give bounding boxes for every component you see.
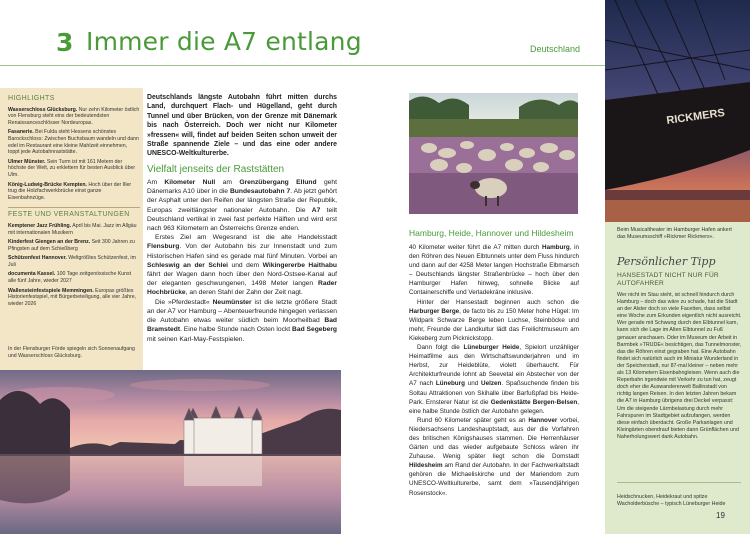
text-run: fährt der Wagen dann hoch über den Nord-Ostsee-Kanal auf der eleganten geschwungenen, 1498 Meter langen (147, 271, 337, 288)
chapter-number: 3 (56, 28, 74, 57)
bold-term: Wikingererbe Haithabu (262, 261, 337, 269)
tip-divider (617, 482, 741, 483)
bold-term: Hildesheim (409, 462, 443, 470)
text-run: , eine halbe Stunde östlich der Autobahn gelegen. (409, 398, 579, 415)
heath-sheep-photo (409, 93, 578, 214)
body-paragraph (147, 178, 337, 233)
sidebar-divider (8, 207, 140, 208)
sidebar-item-text: Nur zehn Kilometer östlich von Flensburg steht eins der bedeutendsten Renaissanceschlösser Nordeuropas. (8, 106, 140, 126)
text-run: Am (147, 179, 165, 187)
text-run: 40 Kilometer weiter führt die A7 mitten durch (409, 244, 543, 251)
sidebar-item-name: Wasserschloss Glücksburg. (8, 106, 78, 113)
page-number: 19 (716, 511, 725, 520)
text-run: Hinter der Hansestadt beginnen auch schon die (417, 298, 579, 306)
bold-term: Schleswig an der Schlei (147, 261, 229, 269)
text-run: und (464, 380, 482, 388)
sidebar-item-name: Ulmer Münster. (8, 158, 46, 165)
text-run: mit seinen Karl-May-Festspielen. (147, 335, 245, 343)
section-heading-2: Hamburg, Heide, Hannover und Hildesheim (409, 228, 574, 238)
header-rule (0, 65, 605, 66)
sidebar-item-text: Seit 300 Jahren zu Pfingsten auf dem Schießberg (8, 239, 135, 252)
bold-term: Harburger Berge (409, 307, 460, 315)
castle-photo (0, 370, 341, 534)
sidebar-list-item (8, 159, 140, 179)
bold-term: Rader Hochbrücke (147, 280, 337, 297)
body-paragraph (147, 233, 337, 297)
tip-body: Wer nicht im Stau steht, ist schnell hindurch durch Hamburg – doch das wäre zu schade, hat die Stadt an der Alster doch so viele Facetten, dass selbst eine Woche zum Erkunden eigentlich nicht ausreicht. Wer gerade mit Schwung durch den Elbtunnel kam, kann sich die Lage im Alten Elbtunnel zu Fuß genauer anschauen. Oder im Museum der Arbeit in Barmbek »TRUDE« besichtigen, das Tunnelmonster, das die Röhren einst gegraben hat. Eine Autobahn findet sich natürlich auch im Miniatur Wunderland in der Speicherstadt, nur 87-mal kleiner – neben mehr als 13 Kilometern Eisenbahngleisen. Wenn auch die Reperbahn irgendwie mit Verkehr zu tun hat, zeugt doch eher die Auswandererwelt Ballinstadt von richtig langen Reisen. In den letzten Jahren bekam die A7 in Hamburg übrigens drei Deckel verpasst: Um die steigende Lärmbelastung durch mehr Fahrspuren im Stadtgebiet aufzufangen, werden diese einfach überdacht. Große Parkanlagen und Kleingärten obendrauf bieten dann Grünflächen und Naherholungswert dank Autobahn. (617, 292, 742, 440)
bold-term: Bundesautobahn 7 (229, 188, 291, 196)
sidebar-item-name: Fasanerie. (8, 129, 34, 136)
bold-term: Hannover (528, 416, 558, 424)
bold-term: Flensburg (147, 243, 180, 251)
body-paragraph (409, 343, 579, 416)
text-run: . Eine halbe Stunde nach Osten lockt (180, 326, 293, 334)
text-run: . Ab jetzt gehört der Asphalt unter den Reifen der längsten Straße der Republik, Europas zweitlängster nationaler Autobahn. Die (147, 188, 337, 214)
sidebar-item-name: documenta Kassel. (8, 271, 56, 278)
tip-heading: HANSESTADT NICHT NUR FÜR AUTOFAHRER (617, 272, 719, 287)
sidebar-item-name: Kinderfest Giengen an der Brenz. (8, 239, 91, 246)
text-run: , in den Röhren des Neuen Elbtunnels unter dem Fluss hindurch und dann auf der 4258 Meter langen Hochstraße Elbmarsch – Deutschlands längster Straßenbrücke – hoch über den Hamburger Hafen hinweg, sohnelle Blicke auf Containerschiffe und Verladekräne inklusive. (409, 244, 579, 297)
text-run: Erstes Ziel am Wegesrand ist die alte Handelsstadt (155, 234, 337, 242)
text-run: , de facto bis zu 150 Meter hohe Hügel: Im Wildpark Schwarze Berge leben Luchse, Steinböcke und mehr, Freunde der Landkultur lädt das Freilichtmuseum am Kiekeberg zum Picknickstopp. (409, 307, 579, 342)
events-heading: FESTE UND VERANSTALTUNGEN (8, 211, 130, 219)
sidebar-item-text: Weltgrößtes Schützenfest, im Juli (8, 255, 136, 268)
highlights-list (8, 107, 140, 202)
sidebar-item-text: 100 Tage zeitgenössische Kunst alle fünf Jahre, wieder 2027 (8, 271, 132, 285)
bold-term: Bad Segeberg (292, 326, 338, 334)
text-run: teilt Deutschland vertikal in zwei fast perfekte Hälften und wird erst nach 963 Kilometern an Österreichs Grenze enden. (147, 206, 337, 233)
text-run: vorbei, Niedersachsens Landeshauptstadt, aus der die Vorfahren des britischen Königshauses stammen. Die Herrenhäuser Gärten und das wieder aufgebaute Schloss wären ihr Zuhause. Wenig später liegt schon die Domstadt (409, 416, 580, 461)
lead-paragraph: Deutschlands längste Autobahn führt mitten durchs Land, durchquert Flach- und Hügelland, geht durch Tunnel und über Brücken, von der Grenze mit Dänemark bis nach Österreich. Doch wer nicht nur Kilometer »fressen« will, findet auf beiden Seiten schon unweit der Straße spannende Ziele – und das eine oder andere UNESCO-Weltkulturerbe. (147, 94, 337, 158)
bold-term: Uelzen (481, 380, 502, 388)
sidebar-list-item (8, 255, 140, 268)
body-paragraph (409, 416, 579, 498)
sidebar-list-item (8, 271, 140, 284)
tip-title: Persönlicher Tipp (617, 255, 716, 268)
sidebar-item-text: Sein Turm ist mit 161 Metern der höchste der Welt, zu erklettern für besten Ausblick über Ulm. (8, 158, 136, 178)
text-run: , Spielort unzähliger Heimatfilme aus den Wirtschaftswunderjahren und im Herbst, zur Heideblüte, violett überhaucht. Für Architekturfreunde lohnt ab Seevetal ein Abstecher von der A7 nach (409, 344, 579, 388)
sidebar-list-item (8, 288, 140, 308)
body-paragraph (409, 243, 579, 298)
sidebar-list-item (8, 129, 140, 155)
text-run: Die »Pferdestadt« (155, 298, 213, 306)
bold-term: Bad Bramstedt (147, 317, 337, 334)
sidebar-item-text: Bei Fulda steht Hessens schönstes Barockschloss: Zwischen Buchsbaum wandeln und dann edel im Restaurant eine kleine Mahlzeit einnehmen, toppt jede Autobahnraststätte. (8, 129, 139, 156)
heath-photo-caption: Heidschnucken, Heidekraut und spitze Wacholderbüsche – typisch Lüneburger Heide (617, 494, 726, 507)
text-run: ist die letzte größere Stadt an der A7 vor Hamburg – Abenteuerfreunde hingegen verlassen die Autobahn etwas weiter südlich beim Moorheilbad (147, 298, 337, 325)
text-run: , an deren Stahl der Zahn der Zeit nagt. (185, 289, 303, 297)
main-column-1 (147, 93, 337, 344)
ship-name-text: RICKMERS (665, 106, 726, 127)
highlights-heading: HIGHLIGHTS (8, 95, 55, 102)
bold-term: Kilometer Null (164, 179, 216, 187)
ship-photo-caption: Beim Musicaltheater im Hamburger Hafen ankert das Museumsschiff »Rickmer Rickmers«. (617, 227, 732, 240)
text-run: am (215, 179, 240, 187)
events-list (8, 223, 140, 308)
bold-term: Gedenkstätte Bergen-Belsen (490, 398, 578, 406)
text-run: und dem (228, 261, 263, 269)
sidebar-list-item (8, 107, 140, 127)
section-heading-1: Vielfalt jenseits der Raststätten (147, 163, 285, 175)
bold-term: A7 (311, 206, 321, 214)
text-run: am Rand der Autobahn. In der Fachwerkaltstadt gehören die Michaeliskirche und der Mariendom zum UNESCO-Weltkulturerbe, samt dem »Tausendjährigen Rosenstock«. (409, 462, 579, 497)
sidebar-item-name: Wallensteinfestspiele Memmingen. (8, 287, 94, 294)
sidebar-item-text: Europas größtes Historienfestspiel, mit Bürgerbeteiligung, alle vier Jahre, wieder 2026 (8, 287, 137, 307)
chapter-title: Immer die A7 entlang (86, 27, 362, 56)
sidebar-item-name: Schützenfest Hannover. (8, 255, 67, 262)
text-run: geht Dänemarks A10 über in die (147, 179, 337, 196)
sidebar-list-item (8, 182, 140, 202)
sidebar-item-name: König-Ludwig-Brücke Kempten. (8, 181, 87, 188)
text-run: . Spaßsuchende finden bis Soltau Attraktionen von Skihalle über Barfußpfad bis Heide-Park. Ernsterer Natur ist die (409, 380, 579, 406)
body-paragraph (147, 298, 337, 344)
bold-term: Neumünster (212, 298, 252, 306)
bold-term: Lüneburg (435, 380, 465, 388)
bold-term: Lüneburger Heide (463, 344, 520, 352)
text-run: Dann folgt die (417, 344, 464, 352)
info-sidebar (0, 88, 143, 370)
sidebar-list-item (8, 223, 140, 236)
text-run: Rund 60 Kilometer später geht es an (417, 416, 529, 424)
region-label: Deutschland (530, 44, 581, 54)
body-paragraph (409, 298, 579, 343)
castle-photo-caption: In der Flensburger Förde spiegeln sich Sonnenaufgang und Wasserschloss Glücksburg. (8, 346, 135, 359)
ship-photo (605, 0, 750, 222)
sidebar-item-text: April bis Mai. Jazz im Allgäu mit internationalen Musikern (8, 222, 137, 236)
sidebar-item-text: Hoch über der Iller trug die Holzfachwerkbrücke einst ganze Eisenbahnzüge. (8, 181, 132, 201)
bold-term: Grenzübergang Ellund (239, 179, 317, 187)
bold-term: Hamburg (542, 244, 570, 251)
sidebar-item-name: Kemptener Jazz Frühling. (8, 222, 72, 229)
main-column-2 (409, 243, 579, 498)
sidebar-list-item (8, 239, 140, 252)
text-run: . Von der Autobahn bis zur Innenstadt und zum Historischen Hafen sind es gerade mal fünf Minuten. Vorbei an (147, 243, 337, 260)
